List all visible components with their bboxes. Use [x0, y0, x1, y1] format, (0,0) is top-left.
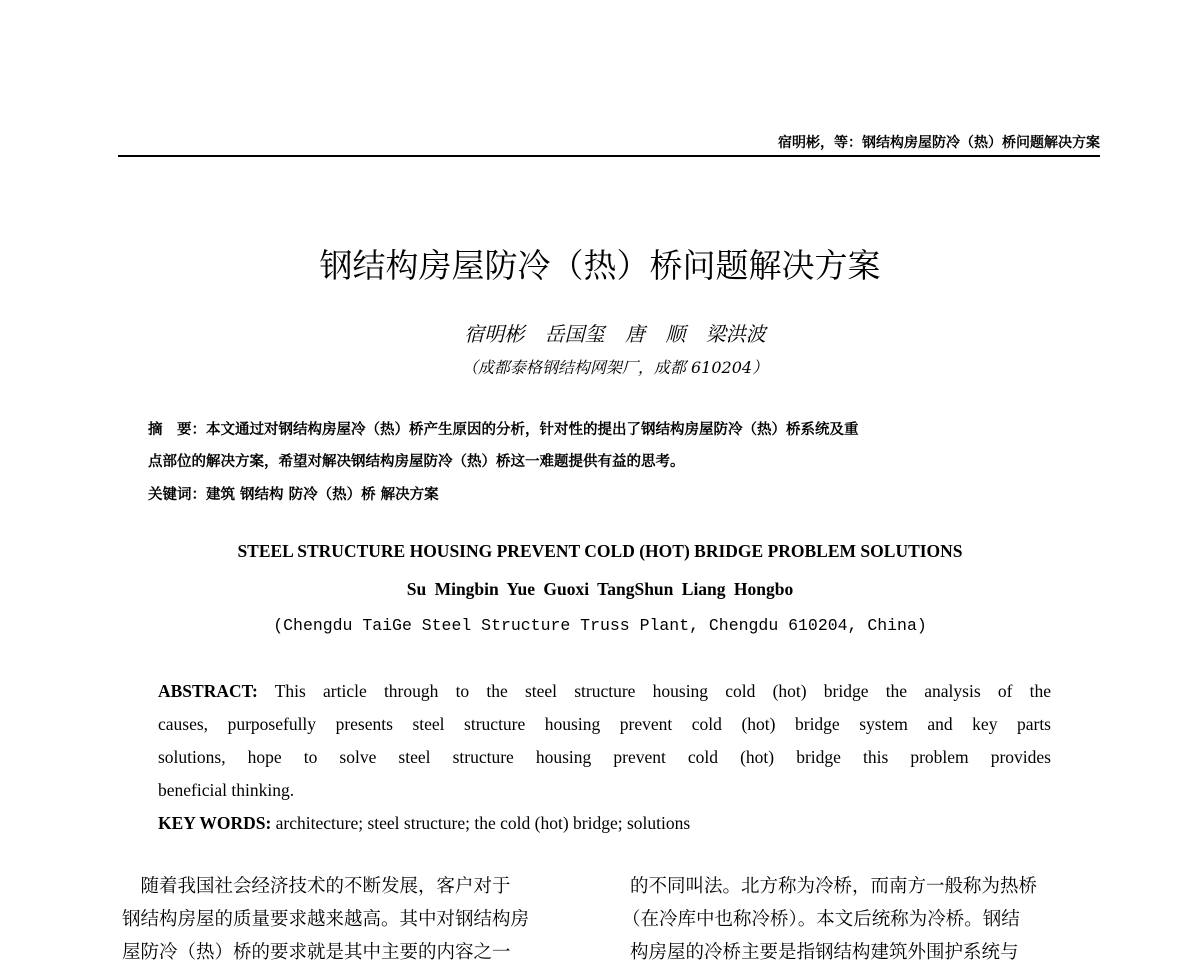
title-en: STEEL STRUCTURE HOUSING PREVENT COLD (HOT) BRIDGE PROBLEM SOLUTIONS — [237, 541, 963, 561]
body-left-line: 屋防冷（热）桥的要求就是其中主要的内容之一 — [122, 942, 511, 963]
body-right-line: （在冷库中也称冷桥）。本文后统称为冷桥。钢结 — [622, 909, 1020, 930]
affiliation-cn: （成都泰格钢结构网架厂，成都 610204） — [461, 358, 769, 377]
header-rule — [118, 155, 1100, 157]
abstract-en-line: beneficial thinking. — [158, 780, 295, 800]
body-right-line: 的不同叫法。北方称为冷桥，而南方一般称为热桥 — [630, 876, 1038, 897]
abstract-cn-line: 摘 要：本文通过对钢结构房屋冷（热）桥产生原因的分析，针对性的提出了钢结构房屋防冷（热）桥系统及重 — [148, 422, 859, 438]
abstract-en-line: causes, purposefully presents steel structure housing prevent cold (hot) bridge system and key parts — [158, 714, 1051, 734]
body-left-line: 钢结构房屋的质量要求越来越高。其中对钢结构房 — [122, 909, 530, 930]
abstract-cn-line: 点部位的解决方案，希望对解决钢结构房屋防冷（热）桥这一难题提供有益的思考。 — [148, 454, 685, 470]
authors-en: Su Mingbin Yue Guoxi TangShun Liang Hongbo — [406, 579, 794, 599]
body-left-line: 随着我国社会经济技术的不断发展，客户对于 — [122, 876, 511, 897]
abstract-cn-label: 摘 要： — [148, 422, 206, 438]
paper-title: 钢结构房屋防冷（热）桥问题解决方案 — [319, 246, 881, 285]
abstract-en-line: solutions, hope to solve steel structure housing prevent cold (hot) bridge this problem provides — [158, 747, 1051, 767]
running-head: 宿明彬，等：钢结构房屋防冷（热）桥问题解决方案 — [778, 135, 1100, 151]
body-right-line: 构房屋的冷桥主要是指钢结构建筑外围护系统与 — [630, 942, 1019, 963]
authors-cn: 宿明彬 岳国玺 唐 顺 梁洪波 — [464, 322, 766, 346]
abstract-en-line: ABSTRACT: This article through to the steel structure housing cold (hot) bridge the analysis of the — [158, 681, 1051, 701]
affiliation-en: (Chengdu TaiGe Steel Structure Truss Plant, Chengdu 610204, China) — [273, 616, 927, 635]
abstract-en-label: ABSTRACT: — [158, 681, 258, 701]
keywords-cn: 关键词：建筑 钢结构 防冷（热）桥 解决方案 — [148, 487, 439, 503]
keywords-en: KEY WORDS: architecture; steel structure; the cold (hot) bridge; solutions — [158, 813, 691, 833]
